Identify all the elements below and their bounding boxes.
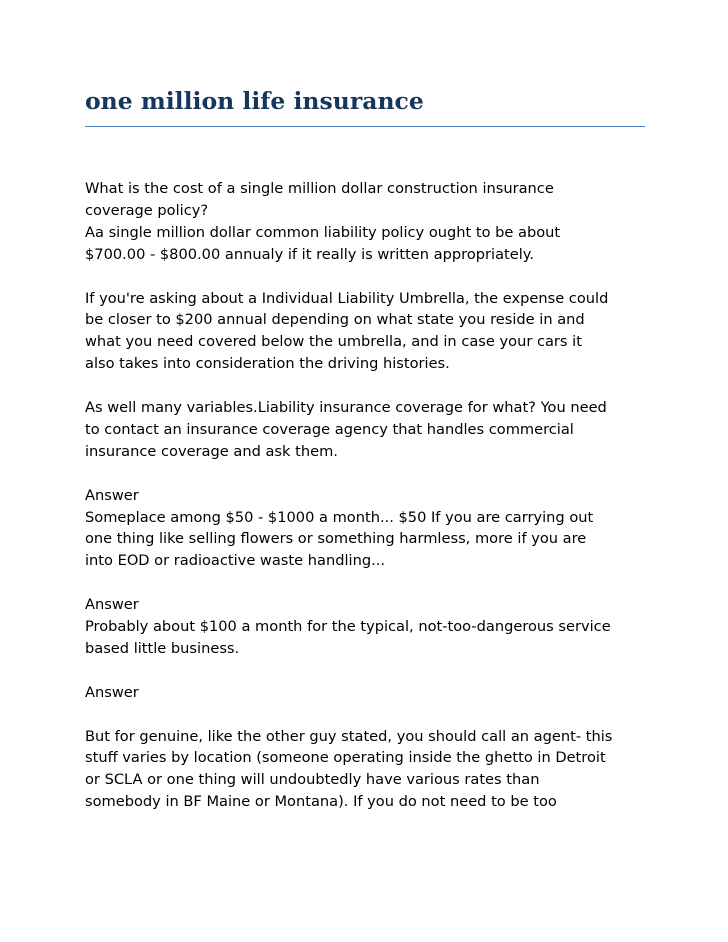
paragraph [85, 288, 645, 376]
text-line: into EOD or radioactive waste handling... [85, 552, 385, 570]
paragraph [85, 178, 645, 266]
text-line: be closer to $200 annual depending on what state you reside in and [85, 311, 585, 329]
document-title: one million life insurance [85, 87, 424, 115]
text-line: Probably about $100 a month for the typical, not-too-dangerous service [85, 618, 611, 636]
paragraph [85, 594, 645, 660]
text-line: somebody in BF Maine or Montana). If you do not need to be too [85, 793, 557, 811]
text-line: As well many variables.Liability insurance coverage for what? You need [85, 399, 607, 417]
title-underline-divider [85, 126, 645, 127]
text-line: or SCLA or one thing will undoubtedly have various rates than [85, 771, 540, 789]
text-line: What is the cost of a single million dollar construction insurance [85, 180, 554, 197]
text-line: to contact an insurance coverage agency that handles commercial [85, 420, 574, 438]
paragraph [85, 485, 645, 573]
paragraph [85, 397, 645, 463]
answer-heading: Answer [85, 683, 139, 701]
text-line: $700.00 - $800.00 annualy if it really is written appropriately. [85, 245, 534, 263]
text-line: based little business. [85, 639, 240, 657]
text-line: Aa single million dollar common liability policy ought to be about [85, 223, 561, 241]
text-line: stuff varies by location (someone operating inside the ghetto in Detroit [85, 749, 606, 767]
text-line: one thing like selling flowers or something harmless, more if you are [85, 530, 587, 548]
text-line: But for genuine, like the other guy stated, you should call an agent- this [85, 727, 613, 745]
text-line: If you're asking about a Individual Liability Umbrella, the expense could [85, 289, 609, 307]
paragraph [85, 682, 645, 704]
text-line: Someplace among $50 - $1000 a month... $50 If you are carrying out [85, 508, 594, 526]
text-line: coverage policy? [85, 201, 209, 219]
text-line: insurance coverage and ask them. [85, 442, 338, 460]
answer-heading: Answer [85, 596, 139, 614]
paragraph [85, 726, 645, 814]
document-body [85, 178, 645, 835]
text-line: also takes into consideration the driving histories. [85, 355, 450, 373]
text-line: what you need covered below the umbrella, and in case your cars it [85, 333, 582, 351]
answer-heading: Answer [85, 486, 139, 504]
